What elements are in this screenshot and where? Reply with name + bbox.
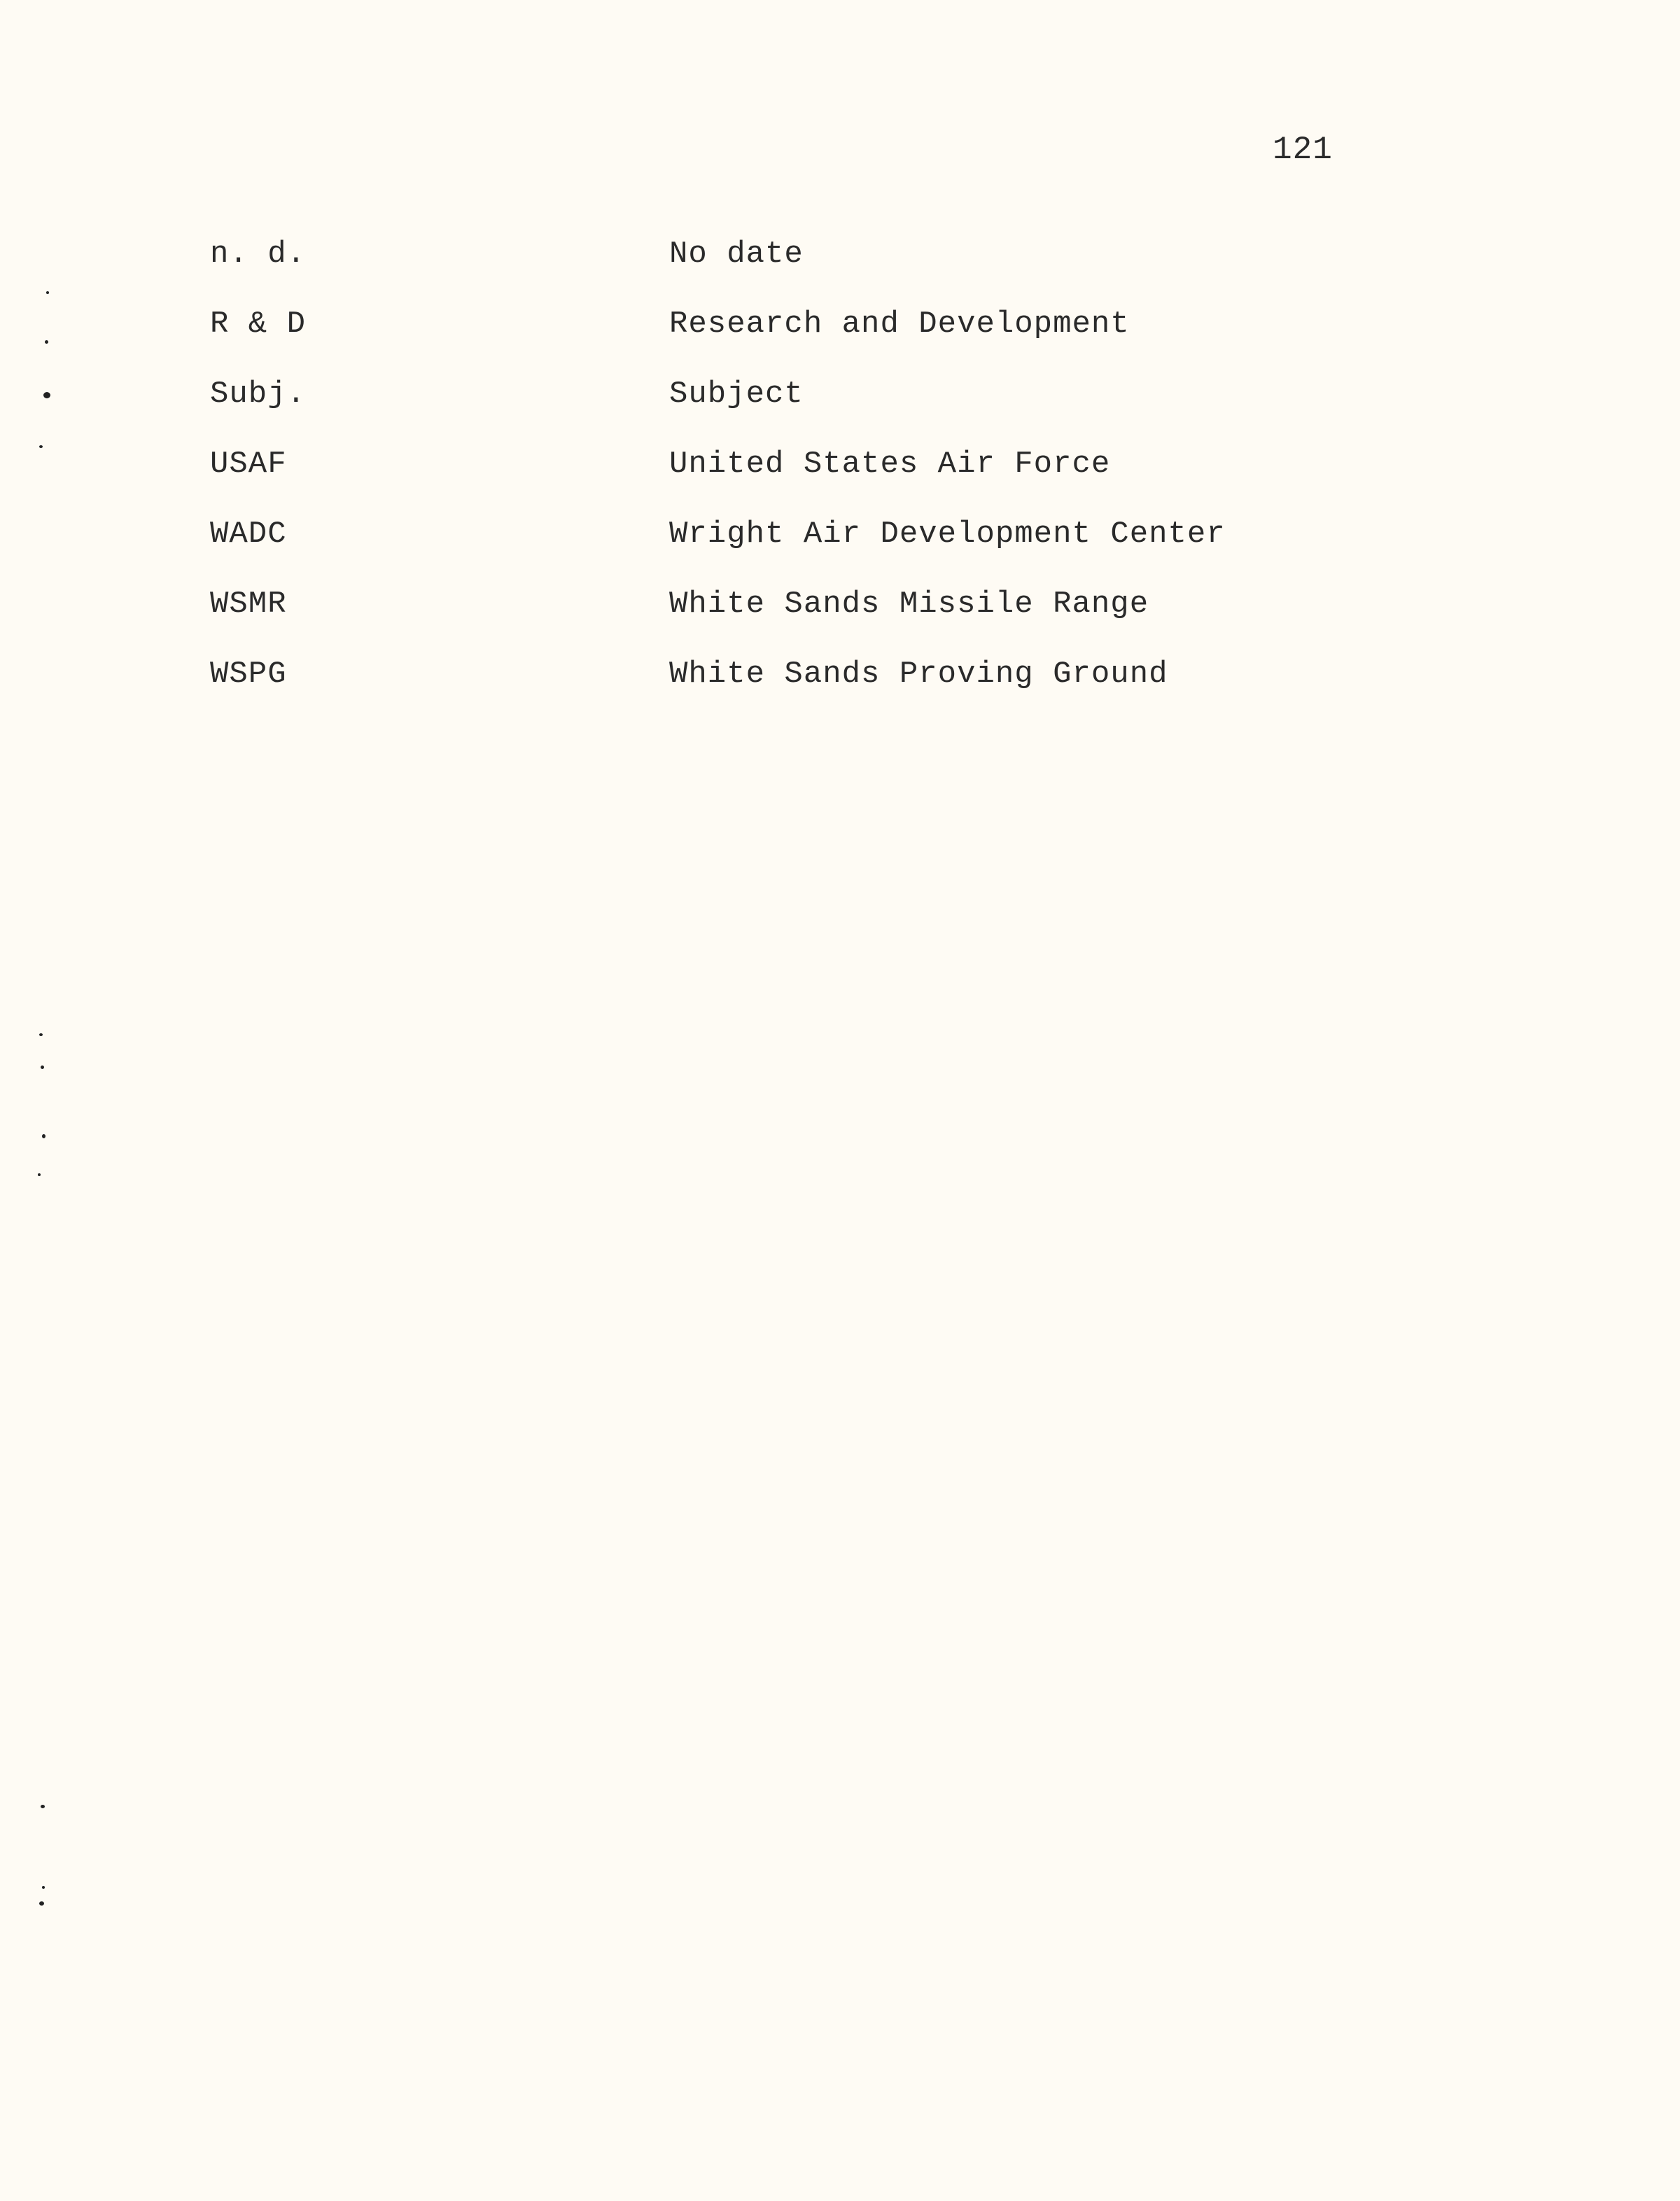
abbreviation-definition: United States Air Force bbox=[669, 447, 1111, 482]
abbreviation-definition: Research and Development bbox=[669, 307, 1130, 342]
page-number: 121 bbox=[1273, 132, 1333, 168]
abbreviation-row bbox=[0, 517, 1680, 559]
abbreviation-row bbox=[0, 657, 1680, 699]
margin-mark bbox=[43, 392, 50, 398]
abbreviation-term: WSMR bbox=[210, 587, 287, 622]
abbreviation-definition: Subject bbox=[669, 377, 804, 412]
abbreviation-term: WSPG bbox=[210, 657, 287, 692]
abbreviation-term: R & D bbox=[210, 307, 307, 342]
abbreviation-term: n. d. bbox=[210, 237, 307, 272]
margin-mark bbox=[46, 291, 49, 294]
margin-mark bbox=[42, 1886, 45, 1889]
abbreviation-definition: White Sands Missile Range bbox=[669, 587, 1149, 622]
abbreviation-definition: White Sands Proving Ground bbox=[669, 657, 1168, 692]
margin-mark bbox=[38, 1173, 41, 1176]
abbreviation-row bbox=[0, 377, 1680, 419]
abbreviation-term: USAF bbox=[210, 447, 287, 482]
abbreviation-term: Subj. bbox=[210, 377, 307, 412]
margin-mark bbox=[45, 340, 48, 344]
margin-mark bbox=[39, 1033, 43, 1036]
abbreviation-row bbox=[0, 587, 1680, 629]
abbreviation-row bbox=[0, 237, 1680, 279]
margin-mark bbox=[41, 1805, 45, 1808]
abbreviation-row bbox=[0, 307, 1680, 349]
abbreviation-term: WADC bbox=[210, 517, 287, 552]
abbreviation-definition: Wright Air Development Center bbox=[669, 517, 1226, 552]
margin-mark bbox=[39, 1901, 44, 1906]
abbreviation-definition: No date bbox=[669, 237, 804, 272]
margin-mark bbox=[41, 1065, 44, 1069]
margin-mark bbox=[39, 445, 43, 448]
margin-mark bbox=[42, 1134, 46, 1138]
abbreviation-row bbox=[0, 447, 1680, 489]
